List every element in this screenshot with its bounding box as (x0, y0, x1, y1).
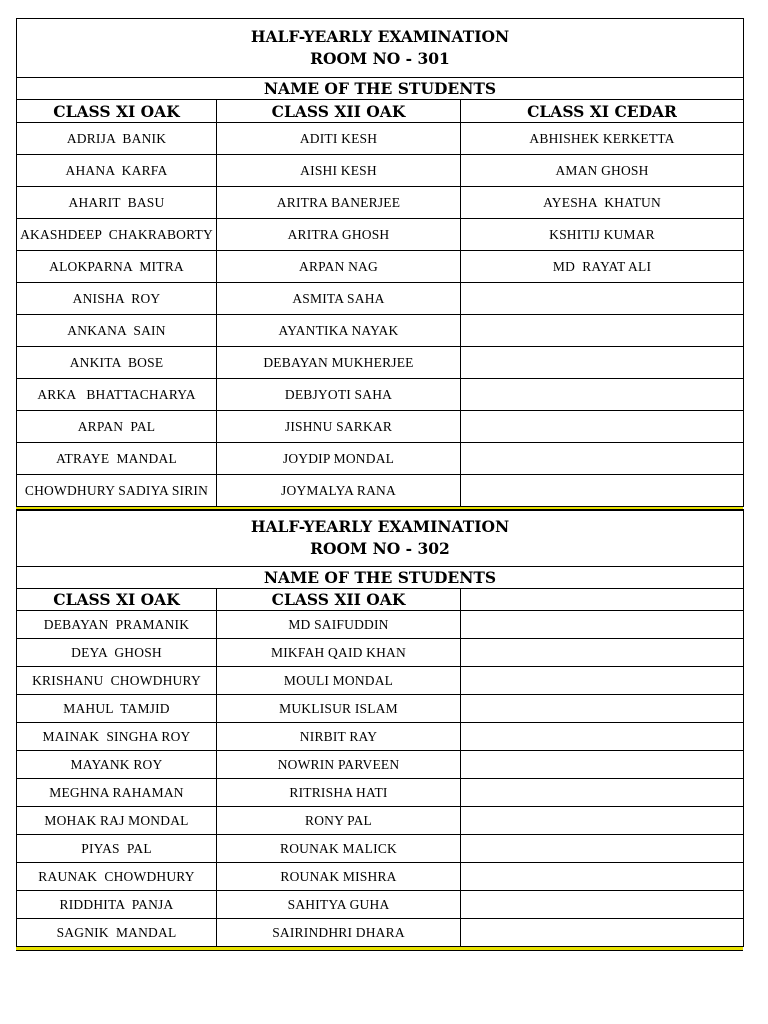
student-name-cell (461, 475, 744, 507)
student-name-cell: KRISHANU CHOWDHURY (17, 667, 217, 695)
student-name-cell: RONY PAL (217, 807, 461, 835)
table-row (17, 751, 744, 779)
student-name-cell: AISHI KESH (217, 155, 461, 187)
table-row (17, 919, 744, 947)
table-body (17, 611, 744, 947)
table-row (17, 219, 744, 251)
column-header: CLASS XII OAK (217, 100, 461, 123)
student-name-cell: ADITI KESH (217, 123, 461, 155)
student-name-cell: MOULI MONDAL (217, 667, 461, 695)
table-row (17, 807, 744, 835)
student-name-cell: MIKFAH QAID KHAN (217, 639, 461, 667)
table-row (17, 283, 744, 315)
column-header-row (17, 100, 744, 123)
student-name-cell (461, 315, 744, 347)
student-name-cell (461, 667, 744, 695)
student-name-cell: ARKA BHATTACHARYA (17, 379, 217, 411)
student-name-cell: ROUNAK MISHRA (217, 863, 461, 891)
table-row (17, 443, 744, 475)
table-row (17, 611, 744, 639)
column-header-row (17, 589, 744, 611)
table-row (17, 723, 744, 751)
student-name-cell: ASMITA SAHA (217, 283, 461, 315)
table-row (17, 695, 744, 723)
student-name-cell: MUKLISUR ISLAM (217, 695, 461, 723)
student-name-cell: RIDDHITA PANJA (17, 891, 217, 919)
table-row (17, 379, 744, 411)
student-name-cell (461, 379, 744, 411)
table-row (17, 863, 744, 891)
table-row (17, 639, 744, 667)
student-name-cell: ROUNAK MALICK (217, 835, 461, 863)
table-row (17, 779, 744, 807)
student-name-cell: MAHUL TAMJID (17, 695, 217, 723)
student-name-cell: AYESHA KHATUN (461, 187, 744, 219)
student-name-cell: AKASHDEEP CHAKRABORTY (17, 219, 217, 251)
table-row (17, 891, 744, 919)
student-name-cell: SAHITYA GUHA (217, 891, 461, 919)
student-name-cell: PIYAS PAL (17, 835, 217, 863)
student-name-cell (461, 779, 744, 807)
student-name-cell (461, 639, 744, 667)
table-row (17, 835, 744, 863)
student-name-cell: MEGHNA RAHAMAN (17, 779, 217, 807)
student-name-cell (461, 347, 744, 379)
student-name-cell (461, 807, 744, 835)
student-name-cell: DEBAYAN MUKHERJEE (217, 347, 461, 379)
student-name-cell: AMAN GHOSH (461, 155, 744, 187)
column-header: CLASS XI OAK (17, 100, 217, 123)
student-name-cell (461, 751, 744, 779)
student-name-cell: SAIRINDHRI DHARA (217, 919, 461, 947)
student-name-cell: ANKITA BOSE (17, 347, 217, 379)
student-name-cell (461, 891, 744, 919)
student-name-cell (461, 283, 744, 315)
student-name-cell: RAUNAK CHOWDHURY (17, 863, 217, 891)
table-row (17, 187, 744, 219)
room-label: ROOM NO - 301 (310, 49, 450, 68)
student-name-cell: ANKANA SAIN (17, 315, 217, 347)
column-header: CLASS XI CEDAR (461, 100, 744, 123)
student-name-cell: NIRBIT RAY (217, 723, 461, 751)
table-title (17, 19, 744, 78)
student-name-cell (461, 611, 744, 639)
student-name-cell: JOYMALYA RANA (217, 475, 461, 507)
table-row (17, 411, 744, 443)
student-name-cell: ATRAYE MANDAL (17, 443, 217, 475)
student-name-cell: MAYANK ROY (17, 751, 217, 779)
section-label: NAME OF THE STUDENTS (17, 78, 744, 100)
student-name-cell (461, 863, 744, 891)
student-name-cell: DEBJYOTI SAHA (217, 379, 461, 411)
exam-title: HALF-YEARLY EXAMINATION (250, 517, 510, 536)
student-name-cell: JOYDIP MONDAL (217, 443, 461, 475)
student-name-cell: ARPAN NAG (217, 251, 461, 283)
student-name-cell: DEYA GHOSH (17, 639, 217, 667)
column-header: CLASS XII OAK (217, 589, 461, 611)
table-row (17, 155, 744, 187)
column-header (461, 589, 744, 611)
student-name-cell (461, 919, 744, 947)
student-name-cell: AHANA KARFA (17, 155, 217, 187)
student-name-cell: NOWRIN PARVEEN (217, 751, 461, 779)
student-name-cell: ABHISHEK KERKETTA (461, 123, 744, 155)
student-name-cell: JISHNU SARKAR (217, 411, 461, 443)
exam-title: HALF-YEARLY EXAMINATION (250, 27, 510, 46)
room-label: ROOM NO - 302 (310, 539, 450, 558)
student-name-cell: MD SAIFUDDIN (217, 611, 461, 639)
section-label: NAME OF THE STUDENTS (17, 567, 744, 589)
table-row (17, 475, 744, 507)
table-row (17, 347, 744, 379)
room-301-table (16, 18, 743, 511)
table-row (17, 667, 744, 695)
student-name-cell: SAGNIK MANDAL (17, 919, 217, 947)
student-name-cell (461, 695, 744, 723)
table-title (17, 510, 744, 567)
student-name-cell: ARPAN PAL (17, 411, 217, 443)
student-name-cell: MOHAK RAJ MONDAL (17, 807, 217, 835)
room-302-table (16, 509, 743, 951)
student-name-cell: RITRISHA HATI (217, 779, 461, 807)
table-row (17, 123, 744, 155)
student-name-cell: ALOKPARNA MITRA (17, 251, 217, 283)
student-name-cell (461, 443, 744, 475)
table-body (17, 123, 744, 507)
column-header: CLASS XI OAK (17, 589, 217, 611)
student-name-cell (461, 723, 744, 751)
table-row (17, 315, 744, 347)
student-name-cell: AYANTIKA NAYAK (217, 315, 461, 347)
student-name-cell: MD RAYAT ALI (461, 251, 744, 283)
student-name-cell: ANISHA ROY (17, 283, 217, 315)
student-name-cell: DEBAYAN PRAMANIK (17, 611, 217, 639)
student-name-cell (461, 835, 744, 863)
table-row (17, 251, 744, 283)
student-name-cell: MAINAK SINGHA ROY (17, 723, 217, 751)
student-name-cell: CHOWDHURY SADIYA SIRIN (17, 475, 217, 507)
student-name-cell: ADRIJA BANIK (17, 123, 217, 155)
student-name-cell: ARITRA BANERJEE (217, 187, 461, 219)
student-name-cell: KSHITIJ KUMAR (461, 219, 744, 251)
student-name-cell: ARITRA GHOSH (217, 219, 461, 251)
student-list-table (16, 18, 744, 507)
student-list-table (16, 509, 744, 947)
divider-bar (16, 947, 743, 951)
student-name-cell (461, 411, 744, 443)
student-name-cell: AHARIT BASU (17, 187, 217, 219)
